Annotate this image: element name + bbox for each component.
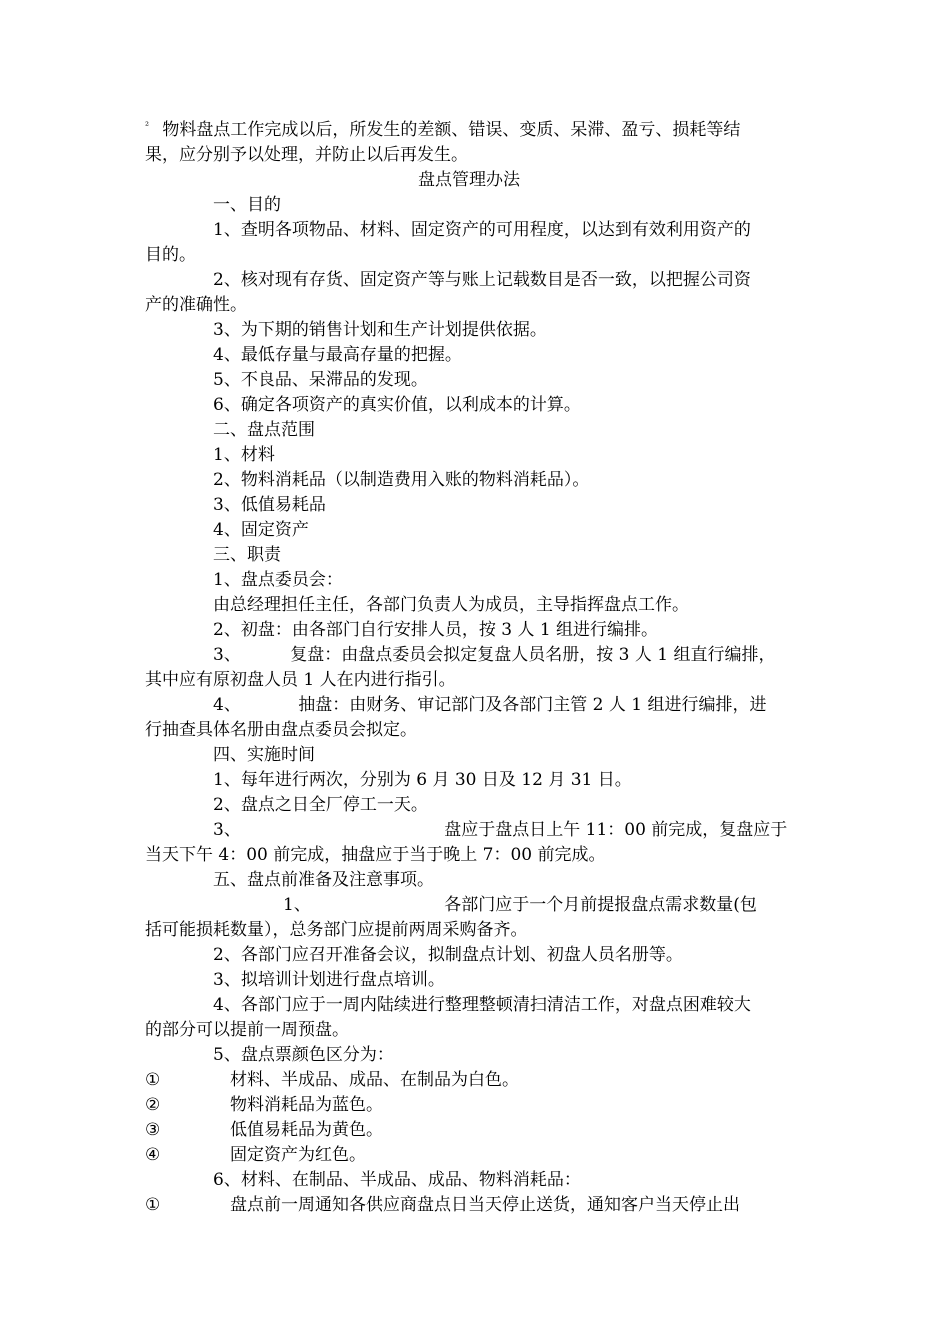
- paragraph-line: 果，应分别予以处理，并防止以后再发生。: [145, 145, 468, 165]
- sub-list-item: [145, 1143, 160, 1167]
- list-number: 3、: [213, 645, 241, 665]
- list-item-continued: 目的。: [145, 245, 196, 265]
- section-heading: 四、实施时间: [213, 745, 315, 765]
- list-item-continued: 的部分可以提前一周预盘。: [145, 1020, 349, 1040]
- list-item: 2、核对现有存货、固定资产等与账上记载数目是否一致，以把握公司资: [213, 270, 751, 290]
- list-item: 1、盘点委员会：: [213, 570, 343, 590]
- list-item-continued: 括可能损耗数量），总务部门应提前两周采购备齐。: [145, 920, 528, 940]
- list-item: 6、确定各项资产的真实价值，以利成本的计算。: [213, 395, 581, 415]
- list-item: 1、每年进行两次，分别为 6 月 30 日及 12 月 31 日。: [213, 770, 632, 790]
- paragraph-text: 物料盘点工作完成以后，所发生的差额、错误、变质、呆滞、盈亏、损耗等结: [162, 120, 741, 140]
- sub-list-item: [145, 1118, 160, 1142]
- list-item: 3、低值易耗品: [213, 495, 326, 515]
- list-item: 2、初盘：由各部门自行安排人员，按 3 人 1 组进行编排。: [213, 620, 659, 640]
- sub-list-text: 固定资产为红色。: [230, 1145, 366, 1165]
- list-item: 6、材料、在制品、半成品、成品、物料消耗品：: [213, 1170, 581, 1190]
- paragraph-line: [145, 118, 740, 142]
- list-item: 5、不良品、呆滞品的发现。: [213, 370, 428, 390]
- sub-list-item: [145, 1193, 160, 1217]
- list-item-continued: 当天下午 4：00 前完成，抽盘应于当于晚上 7：00 前完成。: [145, 845, 606, 865]
- list-item: 3、拟培训计划进行盘点培训。: [213, 970, 445, 990]
- sub-list-item: [145, 1068, 160, 1092]
- list-item: 1、材料: [213, 445, 275, 465]
- list-text: 抽盘：由财务、审记部门及各部门主管 2 人 1 组进行编排，进: [298, 695, 767, 715]
- circled-number: ④: [145, 1145, 161, 1165]
- list-text: 各部门应于一个月前提报盘点需求数量(包: [444, 895, 757, 915]
- list-item: 1、查明各项物品、材料、固定资产的可用程度，以达到有效利用资产的: [213, 220, 751, 240]
- circled-number: ①: [145, 1195, 161, 1215]
- list-item: [213, 893, 757, 917]
- list-item: [213, 693, 766, 717]
- list-item: 2、物料消耗品（以制造费用入账的物料消耗品）。: [213, 470, 590, 490]
- list-text: 盘应于盘点日上午 11：00 前完成，复盘应于: [444, 820, 788, 840]
- list-item: 4、最低存量与最高存量的把握。: [213, 345, 462, 365]
- list-item-continued: 行抽查具体名册由盘点委员会拟定。: [145, 720, 417, 740]
- sub-list-text: 盘点前一周通知各供应商盘点日当天停止送货，通知客户当天停止出: [230, 1195, 740, 1215]
- section-heading: 三、职责: [213, 545, 281, 565]
- list-number: 1、: [283, 895, 311, 915]
- sub-list-text: 物料消耗品为蓝色。: [230, 1095, 383, 1115]
- section-heading: 二、盘点范围: [213, 420, 315, 440]
- list-item: 5、盘点票颜色区分为：: [213, 1045, 394, 1065]
- list-item: 4、各部门应于一周内陆续进行整理整顿清扫清洁工作，对盘点困难较大: [213, 995, 751, 1015]
- circled-number: ③: [145, 1120, 161, 1140]
- list-item: 2、各部门应召开准备会议，拟制盘点计划、初盘人员名册等。: [213, 945, 683, 965]
- circled-number: ①: [145, 1070, 161, 1090]
- list-item: 2、盘点之日全厂停工一天。: [213, 795, 428, 815]
- list-item-continued: 由总经理担任主任，各部门负责人为成员，主导指挥盘点工作。: [213, 595, 689, 615]
- list-item: 3、为下期的销售计划和生产计划提供依据。: [213, 320, 547, 340]
- list-number: 4、: [213, 695, 241, 715]
- footnote-mark: ²: [145, 121, 150, 132]
- sub-list-item: [145, 1093, 160, 1117]
- list-item-continued: 产的准确性。: [145, 295, 247, 315]
- list-number: 3、: [213, 820, 241, 840]
- list-item: 4、固定资产: [213, 520, 309, 540]
- circled-number: ②: [145, 1095, 161, 1115]
- section-heading: 一、目的: [213, 195, 281, 215]
- sub-list-text: 材料、半成品、成品、在制品为白色。: [230, 1070, 519, 1090]
- document-title: 盘点管理办法: [418, 170, 520, 190]
- list-text: 复盘：由盘点委员会拟定复盘人员名册，按 3 人 1 组直行编排，: [290, 645, 776, 665]
- list-item-continued: 其中应有原初盘人员 1 人在内进行指引。: [145, 670, 456, 690]
- sub-list-text: 低值易耗品为黄色。: [230, 1120, 383, 1140]
- list-item: [213, 818, 787, 842]
- list-item: [213, 643, 775, 667]
- section-heading: 五、盘点前准备及注意事项。: [213, 870, 434, 890]
